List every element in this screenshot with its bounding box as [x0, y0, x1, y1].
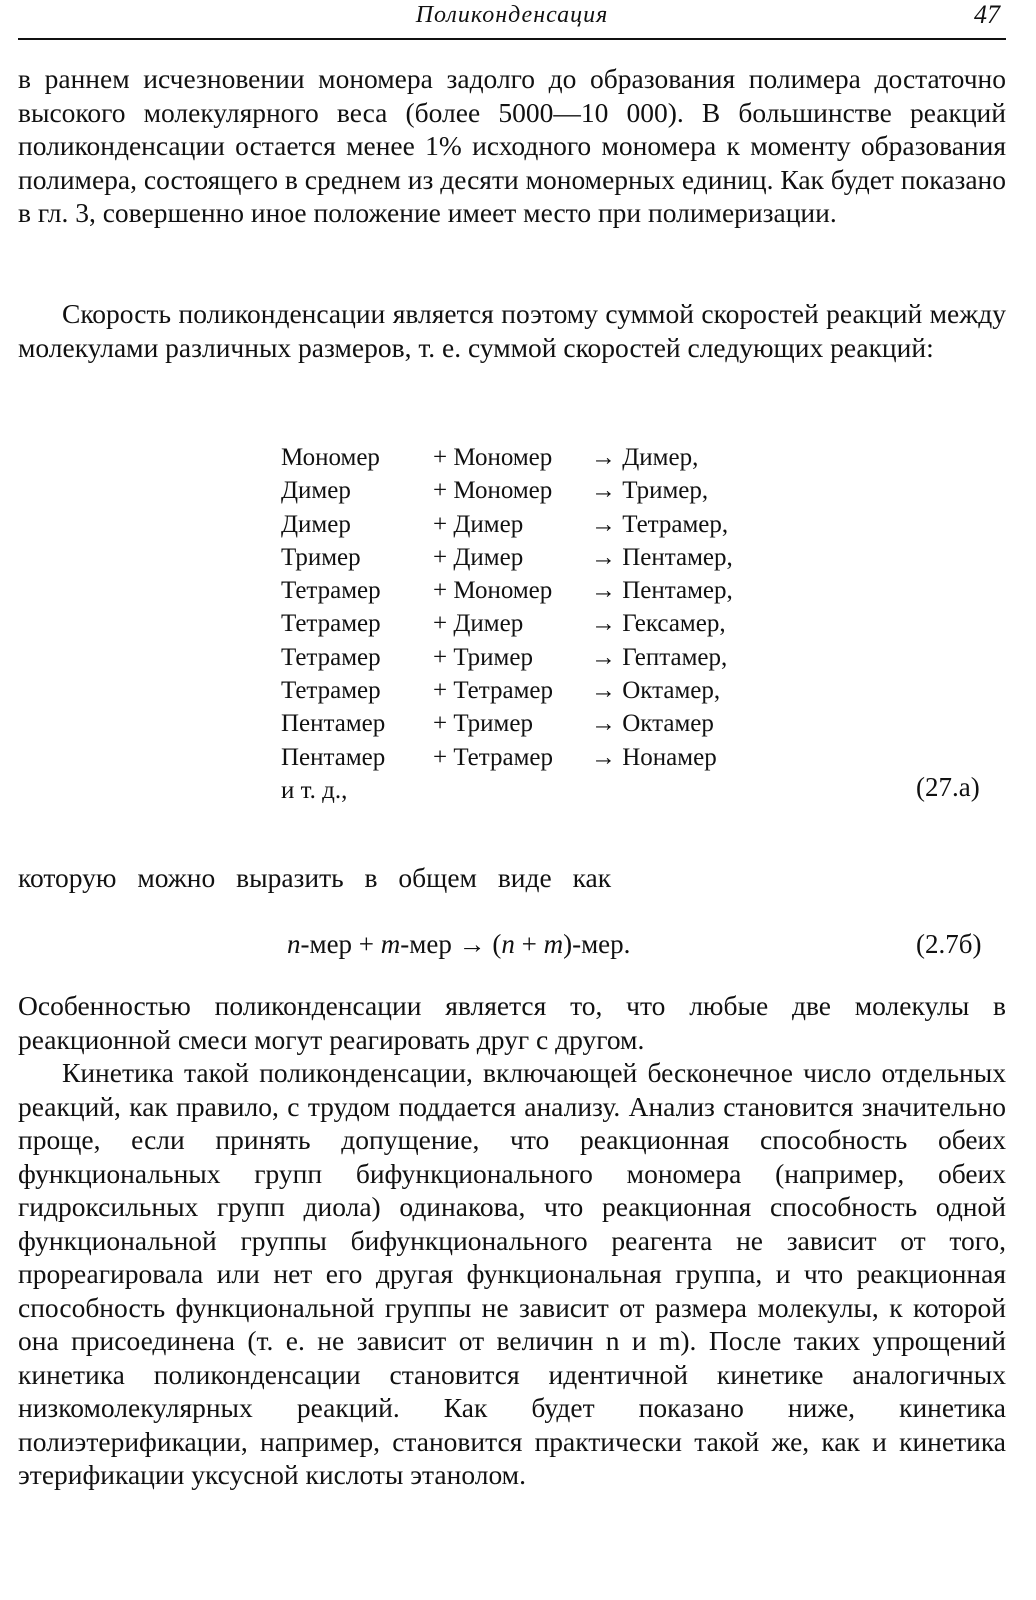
- reactant-1: Тетрамер: [281, 577, 381, 605]
- product: → Гексамер,: [591, 610, 726, 638]
- reactant-2: + Тетрамер: [433, 743, 554, 771]
- paragraph-4-block: [18, 1056, 1006, 1492]
- general-equation: [287, 929, 630, 960]
- reactant-2: + Тример: [433, 710, 533, 738]
- reaction-row: [281, 474, 733, 507]
- reaction-row: [281, 774, 733, 807]
- reactant-1: Мономер: [281, 444, 380, 471]
- reactant-2: + Тетрамер: [433, 677, 554, 705]
- reaction-row: [281, 674, 733, 707]
- reactant-2: + Димер: [433, 543, 524, 571]
- eq-text: )-мер.: [563, 929, 631, 959]
- reaction-list: [281, 441, 733, 807]
- reaction-row: [281, 707, 733, 740]
- product: → Тетрамер,: [591, 510, 729, 538]
- paragraph-2-block: [18, 297, 1006, 364]
- paragraph-1-block: [18, 62, 1006, 230]
- paragraph-1: в раннем исчезновении мономера задолго до образования полимера достаточно высокого молекулярного веса (более 5000—10 000). В большинстве реакций поликонденсации остается менее 1% исходного мономера к моменту образования полимера, состоящего в среднем из десяти мономерных единиц. Как будет показано в гл. 3, совершенно иное положение имеет место при полимеризации.: [18, 63, 1006, 228]
- product: → Димер,: [591, 444, 699, 471]
- transition-sentence: которую можно выразить в общем виде как: [18, 862, 612, 893]
- paragraph-3: Особенностью поликонденсации является то, что любые две молекулы в реакционной смеси могут реагировать друг с другом.: [18, 990, 1006, 1055]
- var-n: n: [287, 929, 301, 959]
- reactant-1: Пентамер: [281, 743, 386, 771]
- reactant-1: Димер: [281, 477, 351, 505]
- reactant-2: + Мономер: [433, 477, 553, 505]
- product: → Пентамер,: [591, 543, 733, 571]
- reactant-1: Тетрамер: [281, 677, 381, 705]
- equation-number-b: (2.7б): [916, 929, 982, 959]
- var-n: n: [501, 929, 515, 959]
- paragraph-4: Кинетика такой поликонденсации, включающей бесконечное число отдельных реакций, как правило, с трудом поддается анализу. Анализ становится значительно проще, если принять допущение, что реакционная способность обеих функциональных групп бифункционального мономера (например, обеих гидроксильных групп диола) одинакова, что реакционная способность одной функциональной группы бифункционального реагента не зависит от того, прореагировала или нет его другая функциональная группа, и что реакционная способность функциональной группы не зависит от размера молекулы, к которой она присоединена (т. е. не зависит от величин n и m). После таких упрощений кинетика поликонденсации становится идентичной кинетике аналогичных низкомолекулярных реакций. Как будет показано ниже, кинетика полиэтерификации, например, становится практически такой же, как и кинетика этерификации уксусной кислоты этанолом.: [18, 1057, 1006, 1490]
- paragraph-2: Скорость поликонденсации является поэтому суммой скоростей реакций между молекулами различных размеров, т. е. суммой скоростей следующих реакций:: [18, 298, 1006, 363]
- reactant-1: Тример: [281, 543, 361, 571]
- reaction-row: [281, 574, 733, 607]
- reaction-row: [281, 741, 733, 774]
- reactant-2: + Мономер: [433, 444, 553, 471]
- reactant-2: [433, 774, 591, 807]
- product: → Октамер: [591, 710, 714, 738]
- var-m: m: [380, 929, 401, 959]
- product: → Нонамер: [591, 743, 717, 771]
- reactant-2: + Димер: [433, 510, 524, 538]
- paragraph-3-block: [18, 989, 1006, 1056]
- page-number: 47: [974, 0, 1000, 29]
- reactant-1: Пентамер: [281, 710, 386, 738]
- reaction-row: [281, 607, 733, 640]
- reactant-1: и т. д.,: [281, 776, 348, 804]
- eq-text: -мер +: [300, 929, 381, 959]
- reactant-2: + Мономер: [433, 577, 553, 605]
- product: → Гептамер,: [591, 643, 728, 671]
- equation-number-a: (27.а): [916, 772, 980, 802]
- eq-text: -мер → (: [400, 929, 502, 959]
- reaction-row: [281, 641, 733, 674]
- reaction-row: [281, 441, 733, 474]
- var-m: m: [543, 929, 564, 959]
- eq-text: +: [514, 929, 544, 959]
- reactant-1: Тетрамер: [281, 610, 381, 638]
- reactant-1: Димер: [281, 510, 351, 538]
- running-title: Поликонденсация: [415, 2, 609, 28]
- product: → Октамер,: [591, 677, 721, 705]
- reactant-2: + Тример: [433, 643, 533, 671]
- product: → Тример,: [591, 477, 709, 505]
- reaction-row: [281, 541, 733, 574]
- running-header: [18, 0, 1006, 40]
- product: → Пентамер,: [591, 577, 733, 605]
- reactant-2: + Димер: [433, 610, 524, 638]
- reaction-row: [281, 508, 733, 541]
- reactant-1: Тетрамер: [281, 643, 381, 671]
